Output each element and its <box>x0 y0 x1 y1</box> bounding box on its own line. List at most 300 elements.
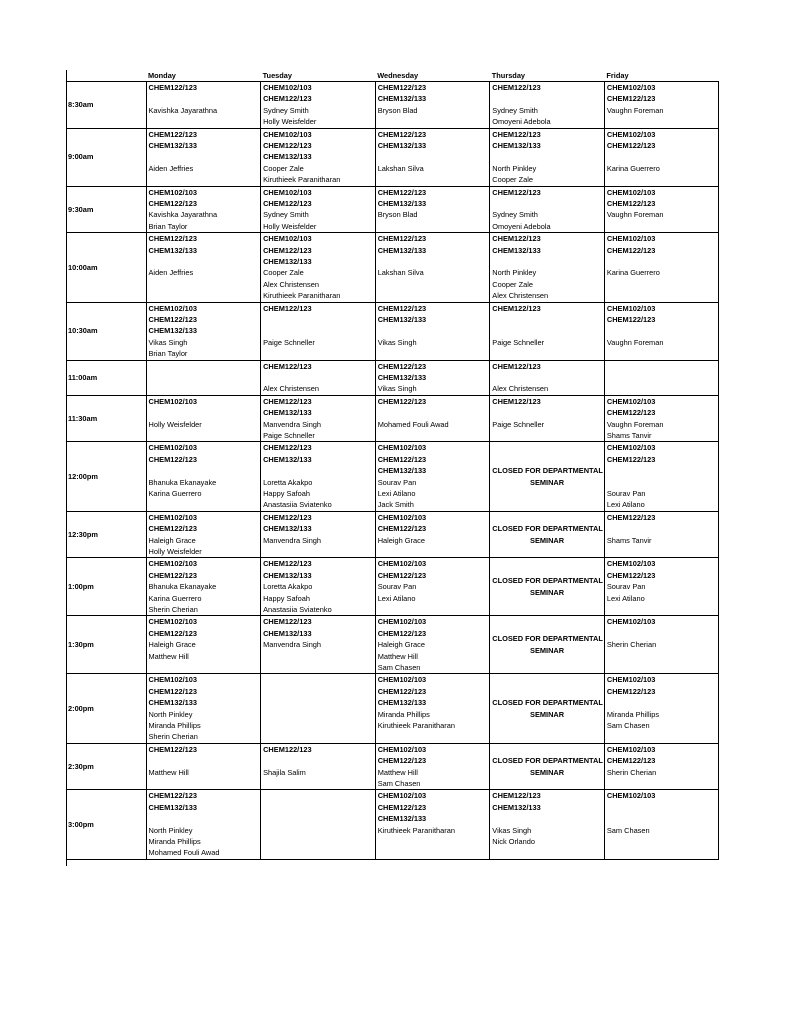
staff-name: Manvendra Singh <box>263 419 322 429</box>
schedule-cell <box>604 360 719 395</box>
empty-line <box>263 802 375 813</box>
empty-line <box>607 697 719 708</box>
time-slot-row <box>66 233 719 302</box>
staff-name: Vaughn Foreman <box>606 210 664 220</box>
course-code: CHEM122/123 <box>606 198 656 208</box>
empty-line <box>149 465 261 476</box>
empty-line <box>149 361 261 372</box>
empty-line <box>263 325 375 336</box>
staff-name: Karina Guerrero <box>606 268 660 278</box>
empty-line <box>378 221 490 232</box>
empty-line <box>378 174 490 185</box>
schedule-cell <box>490 128 605 186</box>
staff-name: Lexi Atilano <box>606 500 645 510</box>
schedule-cell <box>375 790 490 859</box>
staff-name: Lexi Atilano <box>606 593 645 603</box>
empty-line <box>492 372 604 383</box>
schedule-cell <box>490 743 605 790</box>
schedule-cell <box>375 128 490 186</box>
closed-notice: SEMINAR <box>530 645 565 655</box>
time-slot-label: 8:30am <box>66 82 146 129</box>
staff-name: Sourav Pan <box>606 488 646 498</box>
staff-name: Holly Weisfelder <box>148 546 202 556</box>
staff-name: North Pinkley <box>148 709 193 719</box>
time-slot-label: 12:30pm <box>66 511 146 558</box>
empty-line <box>263 686 375 697</box>
schedule-cell <box>375 395 490 442</box>
staff-name: Vikas Singh <box>148 337 188 347</box>
empty-line <box>149 755 261 766</box>
empty-line <box>492 151 604 162</box>
empty-line <box>607 372 719 383</box>
schedule-cell <box>146 360 261 395</box>
course-code: CHEM122/123 <box>148 314 197 324</box>
course-code: CHEM122/123 <box>148 454 197 464</box>
course-code: CHEM102/103 <box>148 617 197 627</box>
course-code: CHEM122/123 <box>148 129 197 139</box>
staff-name: Sherin Cherian <box>606 767 657 777</box>
schedule-cell <box>490 790 605 859</box>
time-slot-row <box>66 674 719 743</box>
staff-name: Bhanuka Ekanayake <box>148 582 217 592</box>
course-code: CHEM132/133 <box>377 140 427 150</box>
closed-notice: SEMINAR <box>530 535 565 545</box>
empty-line <box>607 290 719 301</box>
course-code: CHEM122/123 <box>263 245 312 255</box>
empty-line <box>607 151 719 162</box>
course-code: CHEM102/103 <box>377 617 427 627</box>
empty-line <box>492 813 604 824</box>
time-slot-row <box>66 395 719 442</box>
staff-name: Kiruthieek Paranitharan <box>377 720 455 730</box>
empty-line <box>378 836 490 847</box>
staff-name: Lakshan Silva <box>377 268 424 278</box>
empty-line <box>263 755 375 766</box>
staff-name: Lexi Atilano <box>377 593 416 603</box>
closed-notice: CLOSED FOR DEPARTMENTAL <box>492 466 603 476</box>
schedule-cell <box>146 511 261 558</box>
course-code: CHEM102/103 <box>377 512 427 522</box>
time-slot-label: 1:30pm <box>66 616 146 674</box>
day-header: Thursday <box>491 71 526 80</box>
staff-name: Mohamed Fouli Awad <box>377 419 449 429</box>
closed-notice: SEMINAR <box>530 767 565 777</box>
empty-line <box>263 651 375 662</box>
empty-line <box>263 847 375 858</box>
course-code: CHEM122/123 <box>377 802 427 812</box>
time-slot-row <box>66 302 719 360</box>
empty-line <box>492 314 604 325</box>
schedule-cell <box>261 360 376 395</box>
time-slot-label: 11:30am <box>66 395 146 442</box>
course-code: CHEM132/133 <box>148 326 197 336</box>
course-code: CHEM132/133 <box>377 198 427 208</box>
empty-line <box>607 813 719 824</box>
course-code: CHEM132/133 <box>148 698 197 708</box>
course-code: CHEM122/123 <box>263 559 312 569</box>
empty-line <box>607 836 719 847</box>
empty-line <box>607 116 719 127</box>
course-code: CHEM122/123 <box>377 570 427 580</box>
empty-line <box>263 813 375 824</box>
course-code: CHEM102/103 <box>377 443 427 453</box>
empty-line <box>492 847 604 858</box>
course-code: CHEM122/123 <box>492 396 541 406</box>
course-code: CHEM122/123 <box>148 570 197 580</box>
schedule-cell <box>146 186 261 233</box>
staff-name: Sherin Cherian <box>148 732 198 742</box>
course-code: CHEM122/123 <box>377 303 427 313</box>
schedule-cell <box>261 233 376 302</box>
course-code: CHEM102/103 <box>263 234 312 244</box>
empty-line <box>378 348 490 359</box>
course-code: CHEM102/103 <box>377 744 427 754</box>
staff-name: Miranda Phillips <box>148 720 201 730</box>
staff-name: Happy Safoah <box>263 593 310 603</box>
course-code: CHEM102/103 <box>148 396 197 406</box>
course-code: CHEM122/123 <box>377 396 427 406</box>
course-code: CHEM122/123 <box>148 744 197 754</box>
empty-line <box>263 720 375 731</box>
course-code: CHEM102/103 <box>606 559 656 569</box>
empty-line <box>149 174 261 185</box>
empty-line <box>149 430 261 441</box>
course-code: CHEM132/133 <box>263 570 312 580</box>
staff-name: Haleigh Grace <box>148 640 196 650</box>
staff-name: Matthew Hill <box>377 767 418 777</box>
course-code: CHEM122/123 <box>492 83 541 92</box>
time-slot-label: 2:30pm <box>66 743 146 790</box>
empty-line <box>492 198 604 209</box>
staff-name: Bryson Blad <box>377 105 418 115</box>
staff-name: Nick Orlando <box>492 836 535 846</box>
schedule-cell <box>261 302 376 360</box>
time-slot-row <box>66 616 719 674</box>
course-code: CHEM122/123 <box>148 791 197 801</box>
course-code: CHEM132/133 <box>492 245 541 255</box>
staff-name: Haleigh Grace <box>148 535 196 545</box>
staff-name: Matthew Hill <box>377 651 418 661</box>
schedule-cell <box>146 616 261 674</box>
schedule-cell <box>375 302 490 360</box>
empty-line <box>607 348 719 359</box>
empty-line <box>149 116 261 127</box>
empty-line <box>149 279 261 290</box>
schedule-cell <box>375 186 490 233</box>
closed-notice: SEMINAR <box>530 477 565 487</box>
empty-line <box>263 465 375 476</box>
course-code: CHEM132/133 <box>377 314 427 324</box>
empty-line <box>492 407 604 418</box>
staff-name: Shams Tanvir <box>606 535 652 545</box>
course-code: CHEM132/133 <box>148 245 197 255</box>
course-code: CHEM122/123 <box>263 443 312 453</box>
empty-line <box>263 546 375 557</box>
empty-line <box>607 279 719 290</box>
time-header <box>66 70 146 82</box>
course-code: CHEM122/123 <box>148 686 197 696</box>
empty-line <box>378 151 490 162</box>
schedule-cell <box>261 442 376 511</box>
course-code: CHEM132/133 <box>377 814 427 824</box>
staff-name: Vikas Singh <box>377 384 417 394</box>
course-code: CHEM102/103 <box>263 187 312 197</box>
empty-line <box>378 407 490 418</box>
schedule-cell <box>375 82 490 129</box>
empty-line <box>263 836 375 847</box>
course-code: CHEM102/103 <box>606 303 656 313</box>
empty-line <box>607 325 719 336</box>
empty-line <box>149 813 261 824</box>
schedule-cell <box>375 674 490 743</box>
staff-name: Alex Christensen <box>492 291 549 301</box>
schedule-cell <box>604 616 719 674</box>
schedule-cell <box>146 790 261 859</box>
course-code: CHEM122/123 <box>606 314 656 324</box>
schedule-cell <box>261 82 376 129</box>
empty-line <box>607 546 719 557</box>
schedule-cell <box>146 674 261 743</box>
empty-line <box>263 825 375 836</box>
staff-name: Happy Safoah <box>263 488 310 498</box>
course-code: CHEM122/123 <box>492 234 541 244</box>
schedule-cell <box>261 616 376 674</box>
closed-notice: SEMINAR <box>530 587 565 597</box>
course-code: CHEM122/123 <box>263 94 312 104</box>
empty-line <box>607 604 719 615</box>
empty-line <box>149 290 261 301</box>
empty-line <box>607 221 719 232</box>
empty-line <box>149 151 261 162</box>
course-code: CHEM102/103 <box>606 744 656 754</box>
course-code: CHEM122/123 <box>377 187 427 197</box>
closed-notice: CLOSED FOR DEPARTMENTAL <box>492 756 603 766</box>
time-slot-row <box>66 186 719 233</box>
empty-line <box>607 174 719 185</box>
staff-name: Anastasiia Sviatenko <box>263 604 332 614</box>
closed-notice: CLOSED FOR DEPARTMENTAL <box>492 576 603 586</box>
schedule-cell <box>375 233 490 302</box>
schedule-cell <box>490 442 605 511</box>
empty-line <box>378 116 490 127</box>
staff-name: Sydney Smith <box>492 210 538 220</box>
staff-name: Aiden Jeffries <box>148 268 194 278</box>
schedule-cell <box>375 511 490 558</box>
staff-name: Manvendra Singh <box>263 640 322 650</box>
staff-name: Sherin Cherian <box>148 604 198 614</box>
course-code: CHEM132/133 <box>377 698 427 708</box>
course-code: CHEM132/133 <box>492 802 541 812</box>
schedule-cell <box>490 82 605 129</box>
staff-name: Cooper Zale <box>263 163 304 173</box>
schedule-cell <box>604 128 719 186</box>
staff-name: Holly Weisfelder <box>263 117 317 127</box>
course-code: CHEM102/103 <box>148 675 197 685</box>
time-slot-row <box>66 511 719 558</box>
schedule-cell <box>375 558 490 616</box>
course-code: CHEM102/103 <box>148 443 197 453</box>
empty-line <box>492 325 604 336</box>
staff-name: Cooper Zale <box>263 268 304 278</box>
course-code: CHEM132/133 <box>263 454 312 464</box>
schedule-body <box>66 82 719 860</box>
schedule-cell <box>490 395 605 442</box>
course-code: CHEM102/103 <box>606 83 656 92</box>
staff-name: Haleigh Grace <box>377 535 425 545</box>
course-code: CHEM132/133 <box>377 372 427 382</box>
course-code: CHEM132/133 <box>263 256 312 266</box>
staff-name: Holly Weisfelder <box>148 419 202 429</box>
staff-name: Miranda Phillips <box>377 709 430 719</box>
schedule-cell <box>490 360 605 395</box>
empty-line <box>378 546 490 557</box>
schedule-cell <box>604 442 719 511</box>
time-slot-row <box>66 128 719 186</box>
day-header: Monday <box>148 71 176 80</box>
empty-line <box>607 802 719 813</box>
course-code: CHEM132/133 <box>377 245 427 255</box>
closed-notice: CLOSED FOR DEPARTMENTAL <box>492 698 603 708</box>
course-code: CHEM122/123 <box>606 686 656 696</box>
staff-name: Karina Guerrero <box>148 488 202 498</box>
course-code: CHEM102/103 <box>377 791 427 801</box>
staff-name: Miranda Phillips <box>606 709 660 719</box>
staff-name: Sourav Pan <box>606 582 646 592</box>
course-code: CHEM122/123 <box>377 361 427 371</box>
staff-name: Karina Guerrero <box>148 593 202 603</box>
schedule-cell <box>490 233 605 302</box>
course-code: CHEM102/103 <box>263 83 312 92</box>
course-code: CHEM122/123 <box>263 744 312 754</box>
staff-name: Anastasiia Sviatenko <box>263 500 332 510</box>
course-code: CHEM122/123 <box>492 303 541 313</box>
staff-name: Sam Chasen <box>377 662 421 672</box>
schedule-cell <box>146 233 261 302</box>
course-code: CHEM102/103 <box>606 617 656 627</box>
schedule-cell <box>261 558 376 616</box>
course-code: CHEM102/103 <box>148 559 197 569</box>
empty-line <box>607 465 719 476</box>
staff-name: Kiruthieek Paranitharan <box>263 291 341 301</box>
course-code: CHEM122/123 <box>377 686 427 696</box>
course-code: CHEM122/123 <box>263 361 312 371</box>
course-code: CHEM122/123 <box>377 756 427 766</box>
staff-name: Sam Chasen <box>606 825 650 835</box>
staff-name: Paige Schneller <box>492 337 545 347</box>
schedule-cell <box>604 302 719 360</box>
staff-name: Kavishka Jayarathna <box>148 105 218 115</box>
empty-line <box>263 372 375 383</box>
schedule-cell <box>261 790 376 859</box>
course-code: CHEM102/103 <box>606 187 656 197</box>
staff-name: Karina Guerrero <box>606 163 660 173</box>
course-code: CHEM122/123 <box>148 234 197 244</box>
staff-name: Shajila Salim <box>263 767 306 777</box>
staff-name: Alex Christensen <box>492 384 549 394</box>
empty-line <box>149 407 261 418</box>
course-code: CHEM122/123 <box>148 198 197 208</box>
course-code: CHEM122/123 <box>606 140 656 150</box>
empty-line <box>607 628 719 639</box>
course-code: CHEM122/123 <box>606 512 656 522</box>
staff-name: Vaughn Foreman <box>606 337 664 347</box>
empty-line <box>492 430 604 441</box>
time-slot-label: 11:00am <box>66 360 146 395</box>
time-slot-label: 10:00am <box>66 233 146 302</box>
staff-name: Vaughn Foreman <box>606 105 664 115</box>
empty-line <box>149 662 261 673</box>
staff-name: Omoyeni Adebola <box>492 117 551 127</box>
course-code: CHEM122/123 <box>377 129 427 139</box>
schedule-cell <box>261 743 376 790</box>
staff-name: Omoyeni Adebola <box>492 221 551 231</box>
course-code: CHEM122/123 <box>263 617 312 627</box>
staff-name: Sam Chasen <box>606 720 650 730</box>
schedule-cell <box>261 674 376 743</box>
staff-name: Kiruthieek Paranitharan <box>263 175 341 185</box>
course-code: CHEM132/133 <box>263 152 312 162</box>
time-slot-row <box>66 82 719 129</box>
schedule-cell <box>146 128 261 186</box>
schedule-cell <box>375 743 490 790</box>
staff-name: Alex Christensen <box>263 279 319 289</box>
time-slot-row <box>66 790 719 859</box>
staff-name: Aiden Jeffries <box>148 163 194 173</box>
course-code: CHEM102/103 <box>148 187 197 197</box>
course-code: CHEM122/123 <box>492 791 541 801</box>
course-code: CHEM122/123 <box>148 83 197 92</box>
time-slot-row <box>66 442 719 511</box>
empty-line <box>149 778 261 789</box>
schedule-cell <box>490 674 605 743</box>
schedule-cell <box>604 558 719 616</box>
empty-line <box>378 604 490 615</box>
empty-line <box>378 430 490 441</box>
schedule-cell <box>261 511 376 558</box>
course-code: CHEM102/103 <box>606 234 656 244</box>
course-code: CHEM102/103 <box>377 559 427 569</box>
staff-name: Loretta Akakpo <box>263 477 313 487</box>
schedule-cell <box>146 395 261 442</box>
staff-name: Bryson Blad <box>377 210 418 220</box>
course-code: CHEM102/103 <box>377 675 427 685</box>
empty-line <box>492 256 604 267</box>
empty-line <box>378 290 490 301</box>
time-slot-row <box>66 558 719 616</box>
schedule-cell <box>604 82 719 129</box>
course-code: CHEM102/103 <box>148 303 197 313</box>
empty-line <box>263 662 375 673</box>
course-code: CHEM122/123 <box>606 408 656 418</box>
course-code: CHEM102/103 <box>606 791 656 801</box>
course-code: CHEM102/103 <box>606 129 656 139</box>
empty-line <box>607 778 719 789</box>
course-code: CHEM132/133 <box>377 466 427 476</box>
schedule-cell <box>604 674 719 743</box>
time-slot-label: 2:00pm <box>66 674 146 743</box>
course-code: CHEM122/123 <box>377 454 427 464</box>
course-code: CHEM122/123 <box>263 303 312 313</box>
staff-name: Matthew Hill <box>148 651 189 661</box>
staff-name: Lakshan Silva <box>377 163 424 173</box>
staff-name: Bhanuka Ekanayake <box>148 477 217 487</box>
course-code: CHEM122/123 <box>377 524 427 534</box>
course-code: CHEM122/123 <box>492 129 541 139</box>
staff-name: Lexi Atilano <box>377 488 416 498</box>
empty-line <box>263 778 375 789</box>
closed-notice: SEMINAR <box>530 709 565 719</box>
staff-name: Sourav Pan <box>377 477 417 487</box>
